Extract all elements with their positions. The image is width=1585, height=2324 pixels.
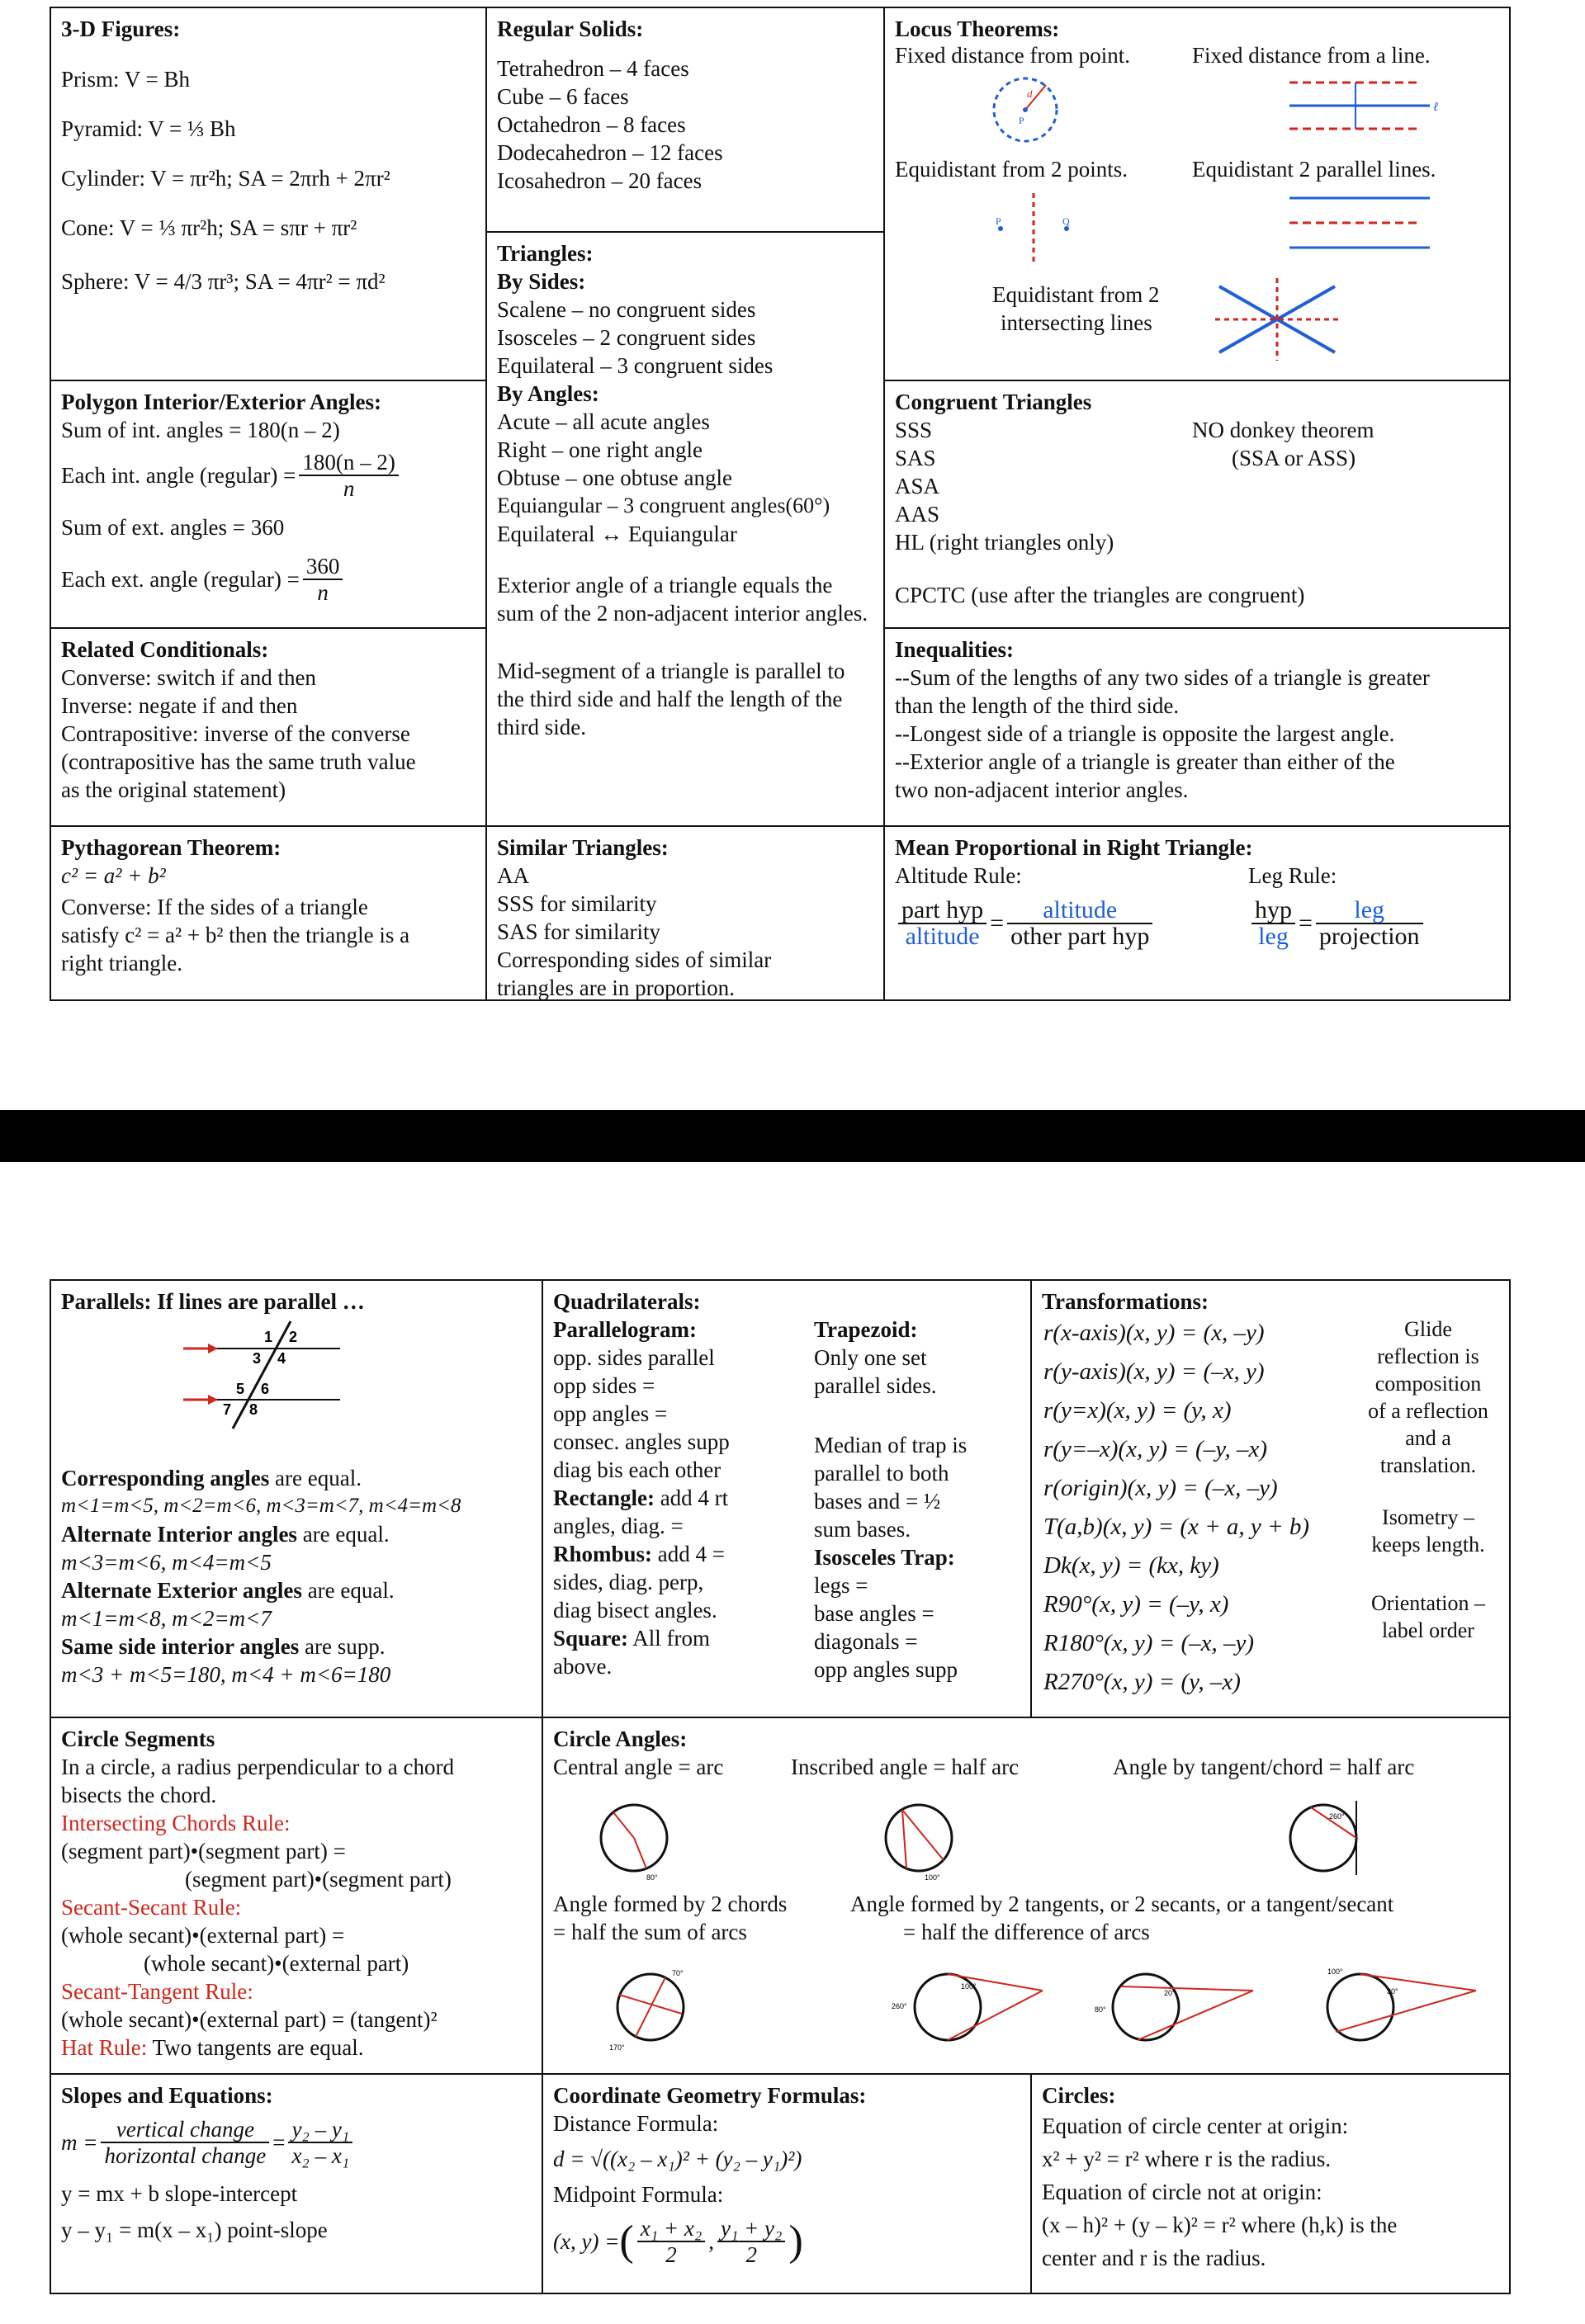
- regular-solids-cell: [487, 8, 885, 233]
- bottom-reference-sheet: [50, 1279, 1511, 2294]
- pythagorean-title: Pythagorean Theorem:: [61, 835, 282, 860]
- regular-solid-item: Tetrahedron – 4 faces: [497, 56, 689, 81]
- fraction-numerator: leg: [1316, 898, 1423, 924]
- fraction-denominator: 2: [665, 2242, 677, 2267]
- parallels-cell: [51, 1281, 543, 1718]
- locus-intersecting-label-1: Equidistant from 2: [992, 282, 1160, 307]
- midsegment-theorem: Mid-segment of a triangle is parallel to the third side and half the length of the third side.: [497, 659, 845, 739]
- rectangle-prop: angles, diag. =: [553, 1514, 684, 1538]
- fraction-numerator: y₂ – y₁: [288, 2117, 352, 2143]
- proportion-left: [898, 898, 986, 949]
- same-side-angles-label: Same side interior angles: [61, 1634, 300, 1659]
- fraction-numerator: x₁ + x₂: [637, 2216, 705, 2242]
- circle-equation-note: Equation of circle not at origin:: [1042, 2180, 1322, 2204]
- similar-title: Similar Triangles:: [497, 835, 669, 860]
- rectangle-title: Rectangle:: [553, 1486, 655, 1510]
- congruent-triangles-cell: [885, 381, 1509, 629]
- transformation-rule: r(y-axis)(x, y) = (–x, y): [1043, 1358, 1265, 1385]
- secant-secant-rule: (whole secant)•(external part): [144, 1951, 409, 1976]
- fraction-numerator: y₁ + y₂: [717, 2216, 785, 2242]
- inequality-rule: --Sum of the lengths of any two sides of a triangle is greater: [895, 665, 1430, 690]
- quadrilaterals-title: Quadrilaterals:: [553, 1289, 701, 1314]
- distance-formula: d = √((x₂ – x₁)² + (y₂ – y₁)²): [553, 2147, 802, 2171]
- polygon-title: Polygon Interior/Exterior Angles:: [61, 390, 381, 414]
- arc-measure-label: 70°: [672, 1969, 684, 1977]
- triangle-side-type: Isosceles – 2 congruent sides: [497, 325, 756, 350]
- glide-reflection-note: and a: [1405, 1426, 1451, 1450]
- pythagorean-converse: right triangle.: [61, 951, 182, 975]
- trapezoid-title: Trapezoid:: [814, 1317, 918, 1342]
- transformation-rule: R180°(x, y) = (–x, –y): [1043, 1630, 1254, 1656]
- orientation-note: label order: [1382, 1618, 1474, 1642]
- transformation-rule: R90°(x, y) = (–y, x): [1043, 1591, 1229, 1618]
- proportion-right: [1007, 898, 1152, 949]
- mean-proportional-cell: [885, 827, 1509, 999]
- pyramid-formula: Pyramid: V = ⅓ Bh: [61, 116, 236, 141]
- slope-formula: [61, 2109, 532, 2175]
- corresponding-angles-rule: m<1=m<5, m<2=m<6, m<3=m<7, m<4=m<8: [61, 1495, 461, 1517]
- each-exterior-angle-label: Each ext. angle (regular) =: [61, 567, 300, 592]
- congruence-rule: ASA: [895, 474, 940, 498]
- tangent-chord-rule: Angle by tangent/chord = half arc: [1113, 1755, 1415, 1779]
- isometry-note: Isometry –: [1382, 1505, 1474, 1529]
- fraction-numerator: vertical change: [101, 2117, 269, 2143]
- radius-chord-rule: In a circle, a radius perpendicular to a chord: [61, 1755, 455, 1779]
- circle-segments-cell: [51, 1718, 543, 2075]
- fraction-numerator: 360: [303, 554, 343, 580]
- two-chords-rule: Angle formed by 2 chords: [553, 1892, 788, 1916]
- arc-measure-label: 80°: [1095, 2005, 1106, 2014]
- similar-triangles-cell: [487, 827, 885, 999]
- circle-angles-cell: [543, 1718, 1509, 2075]
- proportion-left: [1251, 898, 1295, 949]
- coordinate-geometry-cell: [543, 2075, 1032, 2293]
- related-conditionals-cell: [51, 629, 487, 827]
- trapezoid-prop: Only one set: [814, 1345, 927, 1370]
- circle-segments-title: Circle Segments: [61, 1726, 215, 1751]
- equals-sign: =: [990, 909, 1005, 937]
- parallel-lines-diagram: [175, 1317, 365, 1433]
- arc-measure-label: 100°: [961, 1982, 977, 1991]
- transformation-rule: r(y=–x)(x, y) = (–y, –x): [1043, 1436, 1267, 1462]
- triangle-angle-type: Equiangular – 3 congruent angles(60°): [497, 494, 830, 517]
- by-angles-title: By Angles:: [497, 381, 599, 406]
- arc-measure-label: 170°: [609, 2043, 625, 2052]
- altitude-rule-proportion: [895, 898, 1156, 949]
- figures-3d-cell: [51, 8, 487, 381]
- same-side-angles-rule: m<3 + m<5=180, m<4 + m<6=180: [61, 1662, 391, 1687]
- circles-title: Circles:: [1042, 2083, 1116, 2108]
- square-prop: All from: [628, 1626, 711, 1651]
- inequalities-title: Inequalities:: [895, 637, 1015, 662]
- svg-text:d: d: [1027, 87, 1033, 100]
- conditional-item: (contrapositive has the same truth value: [61, 749, 416, 774]
- parallelogram-prop: opp. sides parallel: [553, 1345, 715, 1370]
- inequality-rule: than the length of the third side.: [895, 693, 1180, 718]
- similarity-rule: AA: [497, 863, 529, 888]
- conditional-item: as the original statement): [61, 777, 286, 802]
- isosceles-trap-prop: opp angles supp: [814, 1657, 958, 1682]
- point-slope-form: y – y₁ = m(x – x₁) point-slope: [61, 2218, 328, 2242]
- locus-title: Locus Theorems:: [895, 17, 1060, 41]
- isometry-note: keeps length.: [1371, 1533, 1485, 1556]
- congruence-rule: HL (right triangles only): [895, 530, 1114, 555]
- exterior-angle-theorem: Exterior angle of a triangle equals the sum of the 2 non-adjacent interior angles.: [497, 573, 868, 626]
- transformations-title: Transformations:: [1042, 1289, 1209, 1314]
- leg-rule-proportion: [1248, 898, 1426, 949]
- trapezoid-median: sum bases.: [814, 1517, 911, 1542]
- svg-text:P: P: [996, 215, 1001, 227]
- regular-solids-title: Regular Solids:: [497, 17, 644, 41]
- angle-number: 7: [223, 1401, 232, 1418]
- locus-point-diagram: [976, 73, 1075, 147]
- locus-line-label: Fixed distance from a line.: [1192, 43, 1431, 68]
- fraction-denominator: altitude: [905, 923, 980, 950]
- cone-formula: Cone: V = ⅓ πr²h; SA = sπr + πr²: [61, 215, 357, 240]
- triangle-side-type: Equilateral – 3 congruent sides: [497, 353, 774, 378]
- angle-number: 4: [277, 1350, 286, 1367]
- alt-exterior-angles-text: are equal.: [301, 1578, 395, 1603]
- triangle-angle-type: Equilateral ↔ Equiangular: [497, 522, 737, 546]
- orientation-note: Orientation –: [1371, 1591, 1485, 1615]
- prism-formula: Prism: V = Bh: [61, 67, 191, 92]
- comma: ,: [708, 2229, 714, 2254]
- inequality-rule: --Exterior angle of a triangle is greater than either of the: [895, 749, 1395, 774]
- isosceles-trap-prop: base angles =: [814, 1601, 934, 1626]
- parallelogram-prop: opp sides =: [553, 1373, 655, 1398]
- fraction-denominator: n: [343, 476, 355, 501]
- hat-rule-text: Two tangents are equal.: [147, 2035, 364, 2060]
- locus-line-diagram: [1281, 73, 1446, 139]
- equals-sign: =: [272, 2130, 286, 2155]
- slope-intercept-form: y = mx + b slope-intercept: [61, 2181, 298, 2206]
- regular-solid-item: Cube – 6 faces: [497, 84, 629, 109]
- midpoint-y-fraction: [717, 2216, 785, 2267]
- distance-formula-label: Distance Formula:: [553, 2111, 719, 2136]
- regular-solid-item: Octahedron – 8 faces: [497, 112, 686, 137]
- angle-number: 8: [249, 1401, 258, 1418]
- paren-open: (: [619, 2218, 634, 2265]
- regular-solid-item: Icosahedron – 20 faces: [497, 168, 703, 193]
- fraction-denominator: other part hyp: [1010, 923, 1150, 950]
- rhombus-prop: diag bisect angles.: [553, 1598, 717, 1623]
- congruence-rule: SSS: [895, 418, 933, 442]
- sum-interior-angles: Sum of int. angles = 180(n – 2): [61, 418, 340, 442]
- fraction-denominator: projection: [1318, 923, 1420, 950]
- donkey-theorem-note: (SSA or ASS): [1232, 446, 1356, 470]
- mean-proportional-title: Mean Proportional in Right Triangle:: [895, 835, 1253, 860]
- cpctc-note: CPCTC (use after the triangles are congruent): [895, 583, 1305, 607]
- glide-reflection-note: Glide: [1404, 1317, 1452, 1341]
- parallelogram-prop: consec. angles supp: [553, 1429, 730, 1454]
- top-reference-sheet: [50, 7, 1511, 1001]
- arc-measure-label: 100°: [925, 1873, 940, 1882]
- isosceles-trap-prop: legs =: [814, 1573, 868, 1598]
- circles-cell: [1032, 2075, 1509, 2293]
- trapezoid-median: bases and = ½: [814, 1489, 941, 1514]
- rhombus-prop: sides, diag. perp,: [553, 1570, 704, 1594]
- triangles-cell: [487, 233, 885, 827]
- donkey-theorem: NO donkey theorem: [1192, 418, 1374, 442]
- midpoint-lhs: (x, y) =: [553, 2229, 620, 2254]
- trapezoid-median: Median of trap is: [814, 1433, 968, 1457]
- transformation-rule: R270°(x, y) = (y, –x): [1043, 1669, 1241, 1695]
- hat-rule-title: Hat Rule:: [61, 2035, 148, 2060]
- svg-text:Q: Q: [1062, 215, 1070, 227]
- midpoint-formula-label: Midpoint Formula:: [553, 2182, 724, 2207]
- locus-two-points-label: Equidistant from 2 points.: [895, 157, 1128, 182]
- quadrilaterals-cell: [543, 1281, 1032, 1718]
- angle-number: 1: [264, 1329, 273, 1345]
- page-divider-bar: [0, 1110, 1585, 1162]
- leg-rule-label: Leg Rule:: [1248, 863, 1337, 888]
- central-angle-diagram: [589, 1793, 679, 1883]
- transformation-rule: r(y=x)(x, y) = (y, x): [1043, 1397, 1232, 1424]
- intersecting-chords-title: Intersecting Chords Rule:: [61, 1811, 291, 1835]
- similarity-rule: SSS for similarity: [497, 891, 657, 916]
- glide-reflection-note: translation.: [1379, 1453, 1477, 1477]
- by-sides-title: By Sides:: [497, 269, 586, 294]
- parallelogram-title: Parallelogram:: [553, 1317, 697, 1342]
- locus-parallel-diagram: [1281, 191, 1446, 257]
- congruence-rule: AAS: [895, 502, 940, 527]
- midpoint-formula: [553, 2208, 1020, 2274]
- alt-exterior-angles-label: Alternate Exterior angles: [61, 1578, 302, 1603]
- transformations-cell: [1032, 1281, 1509, 1718]
- slope-fraction-coords: [288, 2117, 352, 2168]
- similarity-rule: Corresponding sides of similar: [497, 947, 772, 972]
- secant-tangent-rule: (whole secant)•(external part) = (tangent)²: [61, 2007, 438, 2032]
- circle-equation-note: center and r is the radius.: [1042, 2246, 1266, 2270]
- inequalities-cell: [885, 629, 1509, 827]
- fraction-numerator: part hyp: [898, 898, 986, 924]
- fraction-numerator: 180(n – 2): [299, 450, 398, 476]
- conditionals-title: Related Conditionals:: [61, 637, 269, 662]
- alt-interior-angles-label: Alternate Interior angles: [61, 1522, 297, 1547]
- each-interior-angle-label: Each int. angle (regular) =: [61, 463, 296, 488]
- paren-close: ): [788, 2218, 803, 2265]
- glide-reflection-note: composition: [1374, 1372, 1482, 1396]
- altitude-rule-label: Altitude Rule:: [895, 863, 1022, 888]
- locus-parallel-label: Equidistant 2 parallel lines.: [1192, 157, 1436, 182]
- coordinate-geometry-title: Coordinate Geometry Formulas:: [553, 2083, 867, 2108]
- triangle-side-type: Scalene – no congruent sides: [497, 297, 756, 322]
- isosceles-trap-title: Isosceles Trap:: [814, 1545, 955, 1570]
- locus-intersecting-diagram: [1207, 274, 1347, 365]
- angle-number: 5: [236, 1381, 245, 1397]
- triangle-angle-type: Acute – all acute angles: [497, 409, 710, 434]
- corresponding-angles-text: are equal.: [269, 1466, 362, 1490]
- tangent-chord-diagram: [1278, 1793, 1377, 1883]
- slope-fraction-words: [101, 2117, 269, 2168]
- figures-3d-title: 3-D Figures:: [61, 17, 181, 41]
- intersecting-chords-rule: (segment part)•(segment part): [185, 1867, 452, 1892]
- circle-equation-note: x² + y² = r² where r is the radius.: [1042, 2147, 1332, 2171]
- arc-measure-label: 260°: [1329, 1812, 1345, 1821]
- sum-exterior-angles: Sum of ext. angles = 360: [61, 515, 285, 540]
- locus-point-label: Fixed distance from point.: [895, 43, 1130, 68]
- triangle-angle-type: Right – one right angle: [497, 437, 703, 462]
- fraction-denominator: n: [317, 580, 329, 605]
- fraction-denominator: 2: [745, 2242, 757, 2267]
- circle-angles-title: Circle Angles:: [553, 1726, 688, 1751]
- pythagorean-cell: [51, 827, 487, 999]
- transformation-rule: r(x-axis)(x, y) = (x, –y): [1043, 1320, 1265, 1346]
- transformation-rule: Dk(x, y) = (kx, ky): [1043, 1552, 1219, 1579]
- pythagorean-formula: c² = a² + b²: [61, 863, 166, 888]
- glide-reflection-note: reflection is: [1377, 1344, 1479, 1368]
- trapezoid-median: parallel to both: [814, 1461, 949, 1486]
- parallelogram-prop: diag bis each other: [553, 1457, 722, 1482]
- square-title: Square:: [553, 1626, 629, 1651]
- similarity-rule: SAS for similarity: [497, 919, 661, 944]
- conditional-item: Inverse: negate if and then: [61, 693, 298, 718]
- inscribed-angle-rule: Inscribed angle = half arc: [791, 1755, 1020, 1779]
- arc-measure-label: 20°: [1164, 1989, 1176, 1997]
- inequality-rule: two non-adjacent interior angles.: [895, 777, 1189, 802]
- fraction-numerator: altitude: [1007, 898, 1152, 924]
- locus-theorems-cell: [885, 8, 1509, 381]
- angle-number: 2: [289, 1329, 298, 1345]
- conditional-item: Contrapositive: inverse of the converse: [61, 721, 410, 746]
- square-prop: above.: [553, 1654, 613, 1679]
- inequality-rule: --Longest side of a triangle is opposite the largest angle.: [895, 721, 1395, 746]
- arc-measure-label: 260°: [892, 2002, 907, 2010]
- circle-equation-note: Equation of circle center at origin:: [1042, 2114, 1349, 2138]
- two-secants-rule: Angle formed by 2 tangents, or 2 secants, or a tangent/secant: [850, 1892, 1394, 1916]
- rhombus-title: Rhombus:: [553, 1542, 653, 1566]
- two-secants-diagram: [1088, 1958, 1270, 2057]
- slope-symbol: m =: [61, 2130, 98, 2155]
- angle-number: 3: [253, 1350, 262, 1367]
- slopes-cell: [51, 2075, 543, 2293]
- radius-chord-rule: bisects the chord.: [61, 1783, 217, 1807]
- secant-tangent-title: Secant-Tangent Rule:: [61, 1979, 253, 2004]
- parallels-title: Parallels: If lines are parallel …: [61, 1289, 365, 1314]
- angle-number: 6: [261, 1381, 270, 1397]
- equals-sign: =: [1299, 909, 1313, 937]
- corresponding-angles-label: Corresponding angles: [61, 1466, 270, 1490]
- alt-interior-angles-rule: m<3=m<6, m<4=m<5: [61, 1550, 272, 1575]
- each-interior-fraction: [299, 450, 398, 501]
- secant-secant-title: Secant-Secant Rule:: [61, 1895, 242, 1920]
- two-secants-rule: = half the difference of arcs: [903, 1920, 1150, 1944]
- regular-solid-item: Dodecahedron – 12 faces: [497, 140, 723, 165]
- triangle-angle-type: Obtuse – one obtuse angle: [497, 465, 732, 490]
- svg-text:ℓ: ℓ: [1433, 101, 1439, 114]
- fraction-denominator: horizontal change: [104, 2143, 267, 2168]
- congruent-title: Congruent Triangles: [895, 390, 1092, 414]
- trapezoid-prop: parallel sides.: [814, 1373, 937, 1398]
- conditional-item: Converse: switch if and then: [61, 665, 316, 690]
- two-tangents-diagram: [890, 1958, 1055, 2057]
- pythagorean-converse: satisfy c² = a² + b² then the triangle is a: [61, 923, 410, 947]
- same-side-angles-text: are supp.: [299, 1634, 386, 1659]
- tangent-secant-diagram: [1303, 1958, 1484, 2057]
- central-angle-rule: Central angle = arc: [553, 1755, 724, 1779]
- cylinder-formula: Cylinder: V = πr²h; SA = 2πrh + 2πr²: [61, 166, 390, 191]
- midpoint-x-fraction: [637, 2216, 705, 2267]
- arc-measure-label: 30°: [1387, 1987, 1398, 1996]
- svg-text:P: P: [1019, 115, 1024, 126]
- pythagorean-converse: Converse: If the sides of a triangle: [61, 895, 368, 919]
- fraction-denominator: leg: [1258, 923, 1289, 950]
- locus-two-points-diagram: [984, 191, 1083, 266]
- transformation-rule: T(a,b)(x, y) = (x + a, y + b): [1043, 1514, 1310, 1540]
- locus-intersecting-label-2: intersecting lines: [1001, 310, 1152, 335]
- arc-measure-label: 80°: [646, 1873, 658, 1882]
- parallelogram-prop: opp angles =: [553, 1401, 668, 1426]
- rectangle-prop: add 4 rt: [654, 1486, 729, 1510]
- intersecting-chords-rule: (segment part)•(segment part) =: [61, 1839, 346, 1863]
- polygon-angles-cell: [51, 381, 487, 629]
- two-chords-rule: = half the sum of arcs: [553, 1920, 747, 1944]
- rhombus-prop: add 4 =: [652, 1542, 726, 1566]
- glide-reflection-note: of a reflection: [1368, 1399, 1488, 1423]
- inscribed-angle-diagram: [873, 1793, 964, 1883]
- isosceles-trap-prop: diagonals =: [814, 1629, 918, 1654]
- secant-secant-rule: (whole secant)•(external part) =: [61, 1923, 345, 1948]
- similarity-rule: triangles are in proportion.: [497, 975, 735, 999]
- arc-measure-label: 100°: [1327, 1967, 1343, 1976]
- circle-equation-note: (x – h)² + (y – k)² = r² where (h,k) is the: [1042, 2213, 1398, 2237]
- each-exterior-fraction: [303, 554, 343, 605]
- alt-exterior-angles-rule: m<1=m<8, m<2=m<7: [61, 1606, 272, 1631]
- congruence-rule: SAS: [895, 446, 936, 470]
- two-chords-diagram: [601, 1958, 700, 2057]
- proportion-right: [1316, 898, 1423, 949]
- sphere-formula: Sphere: V = 4/3 πr³; SA = 4πr² = πd²: [61, 269, 386, 294]
- slopes-title: Slopes and Equations:: [61, 2083, 273, 2108]
- fraction-denominator: x₂ – x₁: [291, 2143, 350, 2168]
- triangles-title: Triangles:: [497, 241, 594, 266]
- alt-interior-angles-text: are equal.: [296, 1522, 390, 1547]
- transformation-rule: r(origin)(x, y) = (–x, –y): [1043, 1475, 1278, 1501]
- fraction-numerator: hyp: [1251, 898, 1295, 924]
